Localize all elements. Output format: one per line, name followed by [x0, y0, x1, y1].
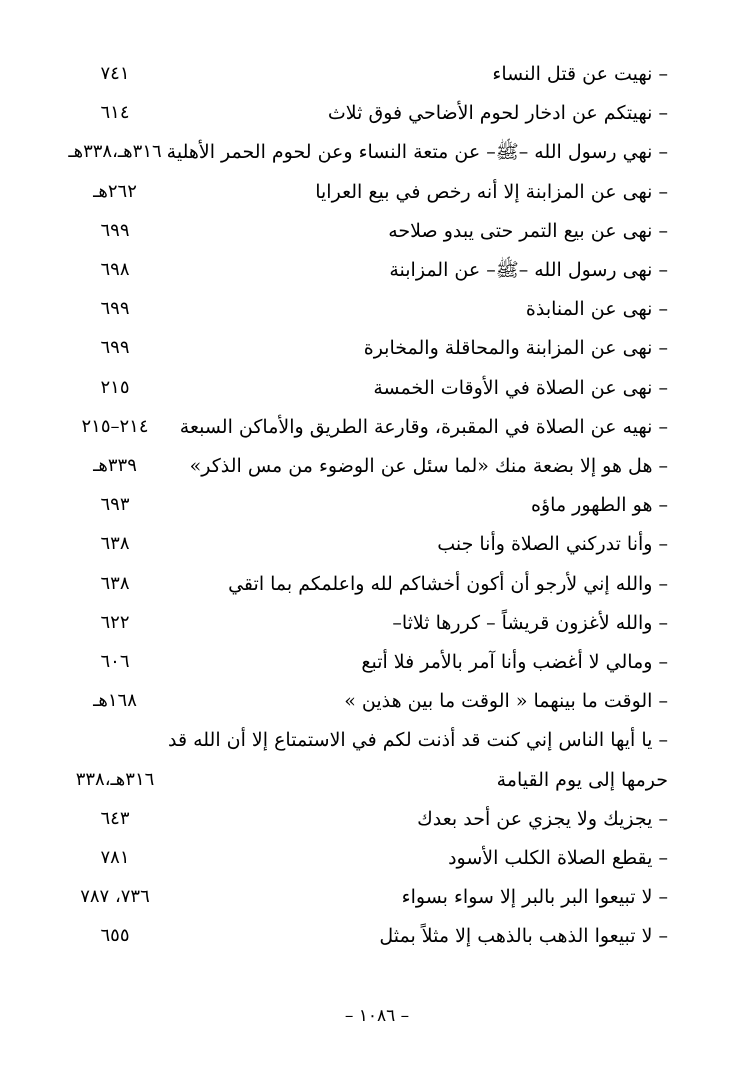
entry-page-ref: ٣١٦هـ،٣٣٨هـ — [68, 141, 162, 163]
index-entry — [0, 250, 754, 290]
index-entry — [0, 328, 754, 368]
index-entry — [0, 720, 754, 800]
entry-text: – نهى عن المنابذة — [525, 298, 668, 321]
index-entry — [0, 485, 754, 525]
index-entry — [0, 211, 754, 251]
entry-page-ref: ٦٢٢ — [100, 611, 130, 633]
entry-page-ref: ٦٩٨ — [100, 259, 130, 280]
entry-text: – نهى عن بيع التمر حتى يبدو صلاحه — [388, 219, 668, 242]
entry-text: – يقطع الصلاة الكلب الأسود — [448, 847, 668, 869]
entry-page-ref: ٧٤١ — [100, 63, 130, 84]
entry-page-ref: ٦٥٥ — [100, 925, 130, 947]
index-entry — [0, 916, 754, 956]
index-entry — [0, 54, 754, 94]
entry-text: – وأنا تدركني الصلاة وأنا جنب — [437, 533, 668, 556]
entry-page-ref: ٦٩٩ — [100, 219, 130, 241]
entry-text: – نهي رسول الله –ﷺ– عن متعة النساء وعن لحوم الحمر الأهلية — [166, 141, 668, 164]
entry-page-ref: ٦٤٣ — [100, 807, 130, 829]
entry-page-ref: ٦٣٨ — [100, 533, 130, 555]
entry-text: – يا أيها الناس إني كنت قد أذنت لكم في الاستمتاع إلا أن الله قد حرمها إلى يوم القيامة — [167, 729, 668, 792]
index-entry — [0, 132, 754, 172]
entry-page-ref: ٣٣٩هـ — [93, 455, 137, 476]
index-entry — [0, 603, 754, 643]
entry-page-ref: ٦٣٨ — [100, 572, 130, 594]
entry-text: – لا تبيعوا الذهب بالذهب إلا مثلاً بمثل — [379, 925, 668, 948]
entry-text: – نهى عن الصلاة في الأوقات الخمسة — [373, 376, 668, 399]
entry-text: – يجزيك ولا يجزي عن أحد بعدك — [417, 807, 668, 830]
index-entry — [0, 838, 754, 878]
entry-text: – هو الطهور ماؤه — [531, 494, 668, 517]
entry-text: – والله إني لأرجو أن أكون أخشاكم لله واعلمكم بما اتقي — [228, 572, 668, 595]
index-entry — [0, 642, 754, 682]
index-entry — [0, 93, 754, 133]
entry-page-ref: ٧٣٦، ٧٨٧ — [80, 886, 150, 908]
index-entry — [0, 524, 754, 564]
entry-page-ref: ٢١٥ — [100, 376, 130, 398]
entry-page-ref: ٦٠٦ — [100, 651, 130, 672]
index-entry — [0, 877, 754, 917]
entry-text: – الوقت ما بينهما « الوقت ما بين هذين » — [344, 690, 668, 713]
entry-page-ref: ٦٩٩ — [100, 337, 130, 359]
index-entry — [0, 681, 754, 721]
page-number: – ١٠٨٦ – — [344, 1006, 410, 1026]
entry-page-ref: ٢٦٢هـ — [93, 180, 137, 202]
index-entry — [0, 407, 754, 447]
index-entry — [0, 446, 754, 486]
index-entry — [0, 564, 754, 604]
entry-text: – نهى رسول الله –ﷺ– عن المزابنة — [389, 259, 668, 281]
entry-text: – نهى عن المزابنة إلا أنه رخص في بيع العرايا — [315, 180, 668, 203]
entry-text: – هل هو إلا بضعة منك «لما سئل عن الوضوء من مس الذكر» — [189, 455, 668, 477]
index-entry — [0, 289, 754, 329]
entry-text: – ومالي لا أغضب وأنا آمر بالأمر فلا أتبع — [361, 651, 668, 673]
entry-text: – والله لأغزون قريشاً – كررها ثلاثا– — [392, 611, 668, 634]
entry-page-ref: ٧٨١ — [100, 847, 130, 868]
entry-text: – نهى عن المزابنة والمحاقلة والمخابرة — [363, 337, 668, 360]
entry-text: – لا تبيعوا البر بالبر إلا سواء بسواء — [401, 886, 668, 909]
entry-page-ref: ٦٩٣ — [100, 494, 130, 516]
index-entry — [0, 368, 754, 408]
entry-text: – نهيتكم عن ادخار لحوم الأضاحي فوق ثلاث — [327, 102, 668, 125]
entry-text: – نهيت عن قتل النساء — [492, 63, 668, 85]
entry-page-ref: ٦١٤ — [100, 102, 130, 124]
entry-page-ref: ٢١٤–٢١٥ — [81, 415, 149, 437]
index-entry — [0, 799, 754, 839]
entry-page-ref: ٦٩٩ — [100, 298, 130, 320]
index-entry — [0, 172, 754, 212]
entry-page-ref: ٣١٦هـ،٣٣٨ — [75, 769, 155, 791]
entry-page-ref: ١٦٨هـ — [93, 690, 137, 712]
entry-text: – نهيه عن الصلاة في المقبرة، وقارعة الطريق والأماكن السبعة — [179, 415, 668, 438]
